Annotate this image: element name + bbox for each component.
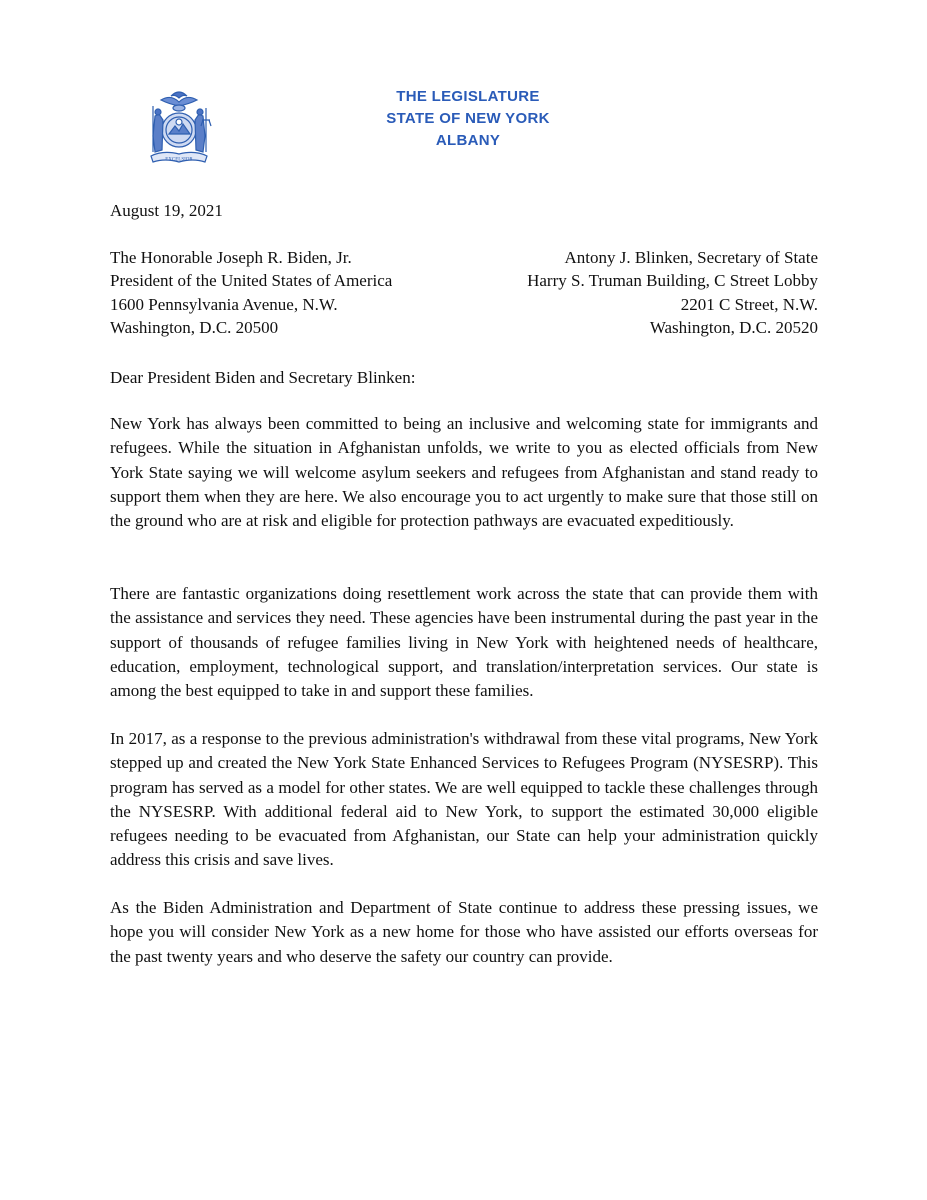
letterhead-line-2: STATE OF NEW YORK <box>386 110 550 127</box>
recipient-right-line-1: Antony J. Blinken, Secretary of State <box>564 248 818 267</box>
recipient-left-line-4: Washington, D.C. 20500 <box>110 317 279 337</box>
letter-date: August 19, 2021 <box>110 201 223 220</box>
recipient-left-line-1: The Honorable Joseph R. Biden, Jr. <box>110 248 352 267</box>
recipient-address-right <box>527 246 818 339</box>
salutation: Dear President Biden and Secretary Blinken: <box>110 368 416 387</box>
body-paragraph-1: New York has always been committed to being an inclusive and welcoming state for immigrants and refugees. While the situation in Afghanistan unfolds, we write to you as elected officials from New York State saying we will welcome asylum seekers and refugees from Afghanistan and stand ready to support them when they are here. We also encourage you to act urgently to make sure that those still on the ground who are at risk and eligible for protection pathways are evacuated expeditiously. <box>110 414 818 531</box>
body-paragraph-4: As the Biden Administration and Department of State continue to address these pressing issues, we hope you will consider New York as a new home for those who have assisted our efforts overseas for the past twenty years and who deserve the safety our country can provide. <box>110 898 818 966</box>
letterhead-line-3: ALBANY <box>435 132 501 149</box>
recipient-address-left <box>110 246 392 339</box>
body-paragraph-2: There are fantastic organizations doing resettlement work across the state that can provide them with the assistance and services they need. These agencies have been instrumental during the past year in the support of thousands of refugee families living in New York with heightened needs of healthcare, education, employment, technological support, and translation/interpretation services. Our state is among the best equipped to take in and support these families. <box>110 584 818 701</box>
recipient-right-line-4: Washington, D.C. 20520 <box>649 317 818 337</box>
recipient-left-line-2: President of the United States of America <box>110 271 393 291</box>
letterhead <box>338 86 598 152</box>
state-seal <box>133 86 225 172</box>
seal-icon <box>133 86 225 172</box>
letterhead-line-1: THE LEGISLATURE <box>396 88 540 105</box>
recipient-right-line-3: 2201 C Street, N.W. <box>680 294 818 314</box>
recipient-left-line-3: 1600 Pennsylvania Avenue, N.W. <box>110 294 338 314</box>
body-paragraph-3: In 2017, as a response to the previous administration's withdrawal from these vital programs, New York stepped up and created the New York State Enhanced Services to Refugees Program (NYSESRP). This program has served as a model for other states. We are well equipped to tackle these challenges through the NYSESRP. With additional federal aid to New York, to support the estimated 30,000 eligible refugees needing to be evacuated from Afghanistan, our State can help your administration quickly address this crisis and save lives. <box>110 729 818 870</box>
seal-motto: EXCELSIOR <box>165 157 193 163</box>
recipient-right-line-2: Harry S. Truman Building, C Street Lobby <box>527 271 818 291</box>
